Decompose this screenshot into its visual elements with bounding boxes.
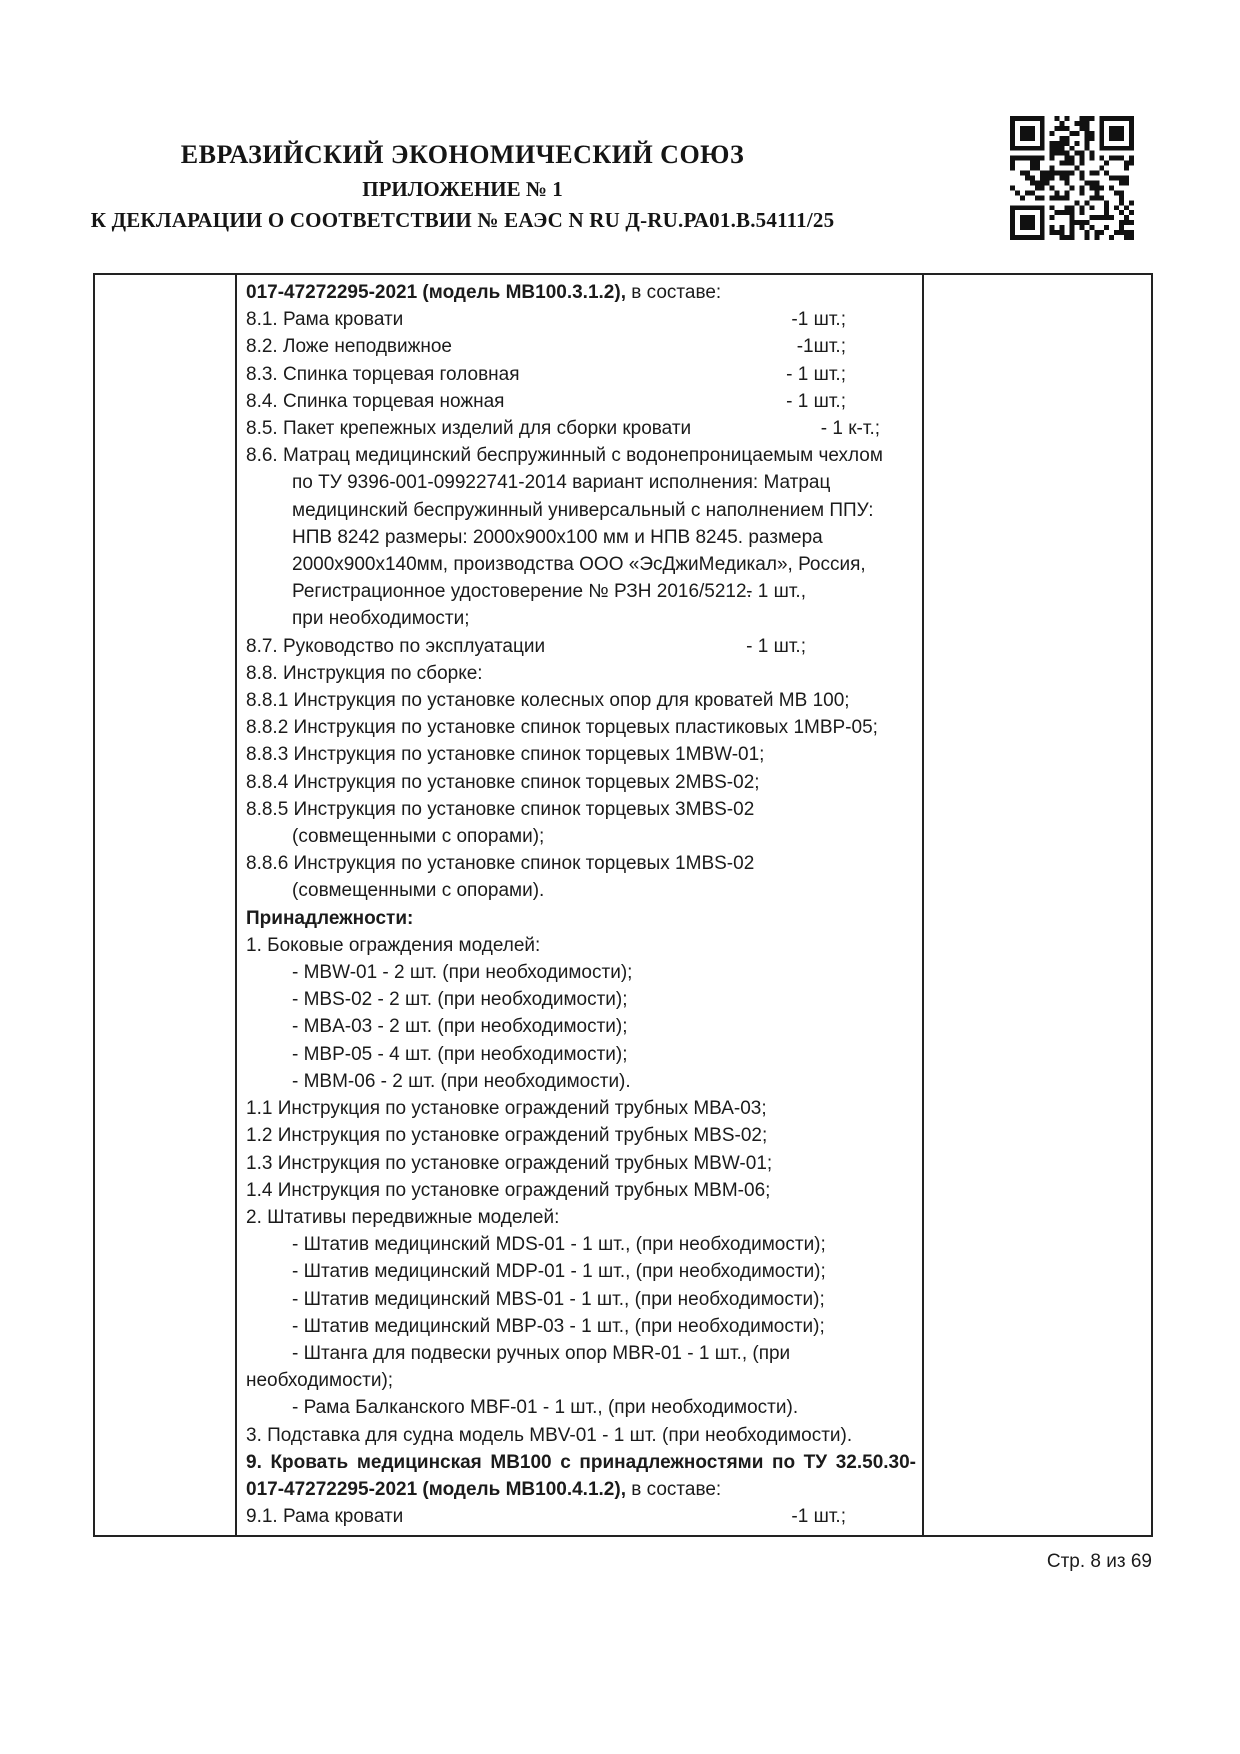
row-text: 1. Боковые ограждения моделей: xyxy=(246,934,541,956)
row-text: 3. Подставка для судна модель MBV-01 - 1 шт. (при необходимости). xyxy=(246,1424,853,1446)
row-text: 8.8.4 Инструкция по установке спинок торцевых 2MBS-02; xyxy=(246,771,760,793)
page-number: Стр. 8 из 69 xyxy=(1046,1551,1152,1572)
table-row xyxy=(246,333,922,360)
table-right-column xyxy=(924,275,1151,1535)
table-row xyxy=(246,1476,922,1503)
header-union-title: ЕВРАЗИЙСКИЙ ЭКОНОМИЧЕСКИЙ СОЮЗ xyxy=(180,140,745,169)
row-text: 8.6. Матрац медицинский беспружинный с водонепроницаемым чехлом xyxy=(246,445,883,467)
table-row xyxy=(246,741,922,768)
table-row xyxy=(246,1150,922,1177)
table-row xyxy=(246,1204,922,1231)
table-row xyxy=(246,1422,922,1449)
row-text: необходимости); xyxy=(246,1370,394,1392)
row-text: 2000х900х140мм, производства ООО «ЭсДжиМедикал», Россия, xyxy=(292,554,866,576)
row-text: - MBA-03 - 2 шт. (при необходимости); xyxy=(292,1016,628,1038)
table-row xyxy=(246,1503,922,1530)
table-row xyxy=(246,959,922,986)
row-text: 1.4 Инструкция по установке ограждений трубных МВМ-06; xyxy=(246,1179,771,1201)
table-row xyxy=(246,388,922,415)
row-text: - Рама Балканского MBF-01 - 1 шт., (при необходимости). xyxy=(292,1397,799,1419)
row-text: - Штатив медицинский MBS-01 - 1 шт., (при необходимости); xyxy=(292,1288,825,1310)
row-quantity: -1 шт.; xyxy=(791,309,846,331)
table-row xyxy=(246,877,922,904)
table-row xyxy=(246,633,922,660)
row-quantity: - 1 шт.; xyxy=(786,363,846,385)
table-row xyxy=(246,361,922,388)
row-text: 8.4. Спинка торцевая ножная xyxy=(246,390,505,412)
table-row xyxy=(246,905,922,932)
row-text: 8.8.6 Инструкция по установке спинок торцевых 1MBS-02 xyxy=(246,853,755,875)
row-text: 8.8. Инструкция по сборке: xyxy=(246,662,483,684)
table-row xyxy=(246,1041,922,1068)
table-row xyxy=(246,714,922,741)
row-text: 8.8.3 Инструкция по установке спинок торцевых 1MBW-01; xyxy=(246,744,765,766)
row-text: по ТУ 9396-001-09922741-2014 вариант исполнения: Матрац xyxy=(292,472,831,494)
table-row xyxy=(246,306,922,333)
row-text: 8.2. Ложе неподвижное xyxy=(246,336,452,358)
table-row xyxy=(246,578,922,605)
table-row xyxy=(246,1258,922,1285)
document-header xyxy=(0,138,925,234)
qr-code xyxy=(1010,116,1134,240)
table-row xyxy=(246,687,922,714)
table-row xyxy=(246,1367,922,1394)
row-text: 1.1 Инструкция по установке ограждений трубных МВА-03; xyxy=(246,1098,767,1120)
content-table xyxy=(93,273,1153,1537)
row-text: - MBP-05 - 4 шт. (при необходимости); xyxy=(292,1043,628,1065)
row-text: 8.8.1 Инструкция по установке колесных опор для кроватей МВ 100; xyxy=(246,690,850,712)
row-text-bold: 017-47272295-2021 (модель МВ100.3.1.2), xyxy=(246,282,626,303)
row-quantity: -1шт.; xyxy=(796,336,846,358)
table-row xyxy=(246,823,922,850)
table-row xyxy=(246,1449,922,1476)
row-text: (совмещенными с опорами). xyxy=(292,880,545,902)
row-text: (совмещенными с опорами); xyxy=(292,826,545,848)
header-appendix-title: ПРИЛОЖЕНИЕ № 1 xyxy=(362,177,563,201)
row-text: 8.1. Рама кровати xyxy=(246,309,404,331)
row-text: - Штатив медицинский MDS-01 - 1 шт., (при необходимости); xyxy=(292,1234,826,1256)
row-text: 8.8.2 Инструкция по установке спинок торцевых пластиковых 1МВР-05; xyxy=(246,717,878,739)
table-row xyxy=(246,442,922,469)
row-text: медицинский беспружинный универсальный с наполнением ППУ: xyxy=(292,499,874,521)
row-quantity: - 1 шт.; xyxy=(746,635,806,657)
row-text: при необходимости; xyxy=(292,608,470,630)
table-row xyxy=(246,1095,922,1122)
row-quantity: - 1 к-т.; xyxy=(820,418,880,440)
table-row xyxy=(246,1286,922,1313)
table-row xyxy=(246,1340,922,1367)
table-row xyxy=(246,279,922,306)
table-left-column xyxy=(95,275,237,1535)
table-row xyxy=(246,524,922,551)
header-declaration-line: К ДЕКЛАРАЦИИ О СООТВЕТСТВИИ № ЕАЭС N RU Д-RU.РА01.В.54111/25 xyxy=(90,208,835,232)
table-row xyxy=(246,497,922,524)
row-text: - MBW-01 - 2 шт. (при необходимости); xyxy=(292,962,633,984)
row-text: 2. Штативы передвижные моделей: xyxy=(246,1206,560,1228)
table-row xyxy=(246,769,922,796)
table-row xyxy=(246,551,922,578)
row-text: НПВ 8242 размеры: 2000х900х100 мм и НПВ 8245. размера xyxy=(292,526,823,548)
row-text: - MBM-06 - 2 шт. (при необходимости). xyxy=(292,1070,631,1092)
row-text-bold: 017-47272295-2021 (модель МВ100.4.1.2), xyxy=(246,1478,626,1500)
row-quantity: - 1 шт.; xyxy=(786,390,846,412)
row-text: в составе: xyxy=(625,1478,722,1500)
row-quantity: - 1 шт., xyxy=(746,581,806,603)
row-text: 1.2 Инструкция по установке ограждений трубных MBS-02; xyxy=(246,1125,768,1147)
row-text: - Штанга для подвески ручных опор MBR-01 - 1 шт., (при xyxy=(292,1342,791,1364)
row-text-bold: Принадлежности: xyxy=(246,907,414,929)
row-text: 9.1. Рама кровати xyxy=(246,1506,404,1528)
table-row xyxy=(246,1177,922,1204)
row-text: 8.7. Руководство по эксплуатации xyxy=(246,635,546,657)
table-row xyxy=(246,415,922,442)
row-text: Регистрационное удостоверение № РЗН 2016/5212. xyxy=(292,581,752,603)
table-row xyxy=(246,932,922,959)
row-text: - Штатив медицинский MDP-01 - 1 шт., (при необходимости); xyxy=(292,1261,826,1283)
table-row xyxy=(246,605,922,632)
table-row xyxy=(246,1013,922,1040)
row-text: - MBS-02 - 2 шт. (при необходимости); xyxy=(292,989,628,1011)
row-text-bold: 9. Кровать медицинская МВ100 с принадлежностями по ТУ 32.50.30- xyxy=(246,1451,916,1473)
row-text: в составе: xyxy=(625,282,722,303)
table-row xyxy=(246,1313,922,1340)
table-row xyxy=(246,660,922,687)
row-text: 8.8.5 Инструкция по установке спинок торцевых 3MBS-02 xyxy=(246,798,755,820)
row-text: 8.3. Спинка торцевая головная xyxy=(246,363,520,385)
table-row xyxy=(246,1122,922,1149)
table-row xyxy=(246,1231,922,1258)
table-row xyxy=(246,1068,922,1095)
table-row xyxy=(246,796,922,823)
table-main-column xyxy=(237,275,924,1535)
table-row xyxy=(246,850,922,877)
table-row xyxy=(246,1394,922,1421)
row-text: - Штатив медицинский MBP-03 - 1 шт., (при необходимости); xyxy=(292,1315,825,1337)
row-text: 1.3 Инструкция по установке ограждений трубных MBW-01; xyxy=(246,1152,773,1174)
table-row xyxy=(246,469,922,496)
table-row xyxy=(246,986,922,1013)
row-quantity: -1 шт.; xyxy=(791,1506,846,1528)
row-text: 8.5. Пакет крепежных изделий для сборки кровати xyxy=(246,418,692,440)
